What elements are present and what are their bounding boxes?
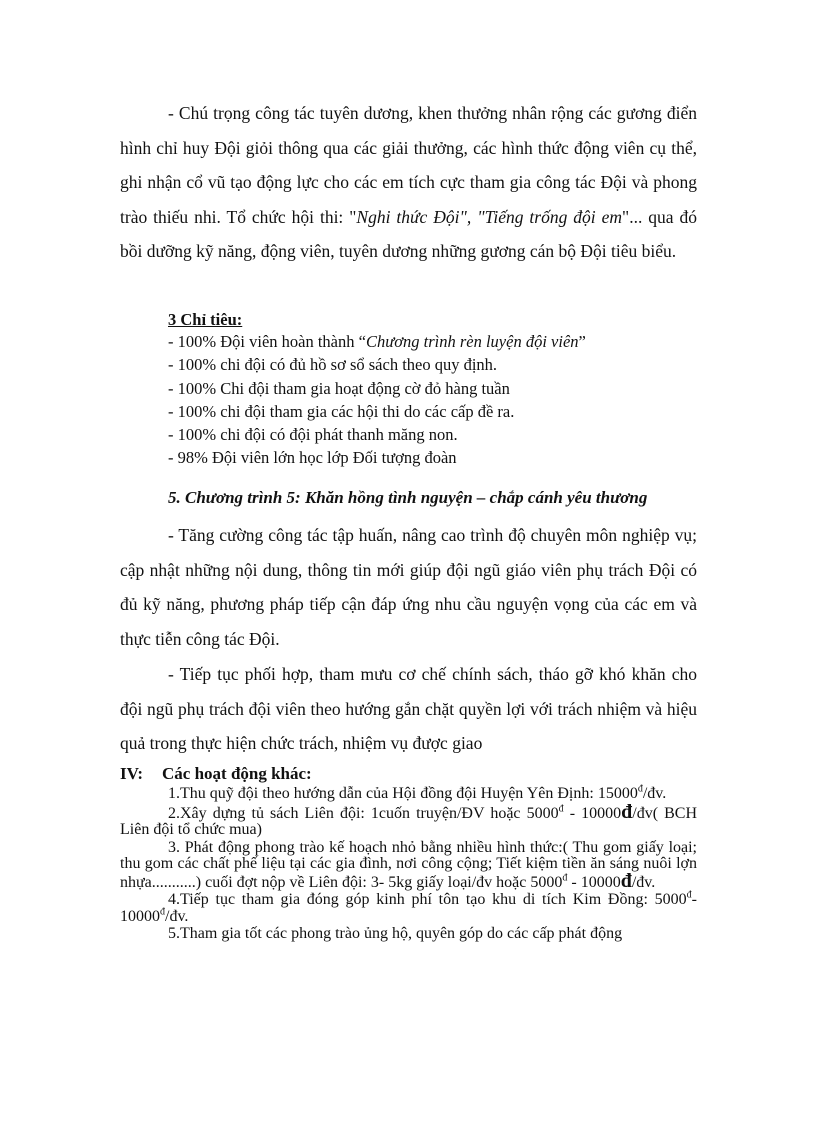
- dong-superscript: đ: [558, 803, 564, 815]
- section-numeral: IV:: [120, 764, 143, 783]
- activity-text: /đv.: [165, 907, 189, 925]
- activity-item: 5.Tham gia tốt các phong trào ủng hộ, quyên góp do các cấp phát động: [168, 925, 623, 942]
- activity-item: [120, 783, 697, 803]
- activity-text: 3. Phát động phong trào kế hoạch nhỏ bằng nhiều hình thức:( Thu gom giấy loại; thu gom các chất phế liệu tại các gia đình, nơi công cộng; Tiết kiệm tiền ăn sáng nuôi lợn nhựa...........) cuối đợt nộp về Liên đội: 3- 5kg giấy loại/đv hoặc 5000: [120, 838, 697, 891]
- section-title: Các hoạt động khác:: [162, 764, 312, 783]
- dong-superscript: đ: [686, 889, 692, 901]
- activity-text: /đv.: [642, 785, 667, 802]
- dong-superscript: đ: [637, 783, 643, 795]
- activity-text: - 10000: [563, 804, 622, 822]
- activity-item: [120, 889, 697, 925]
- target-item: [168, 330, 698, 353]
- paragraph-coordination: [120, 657, 697, 761]
- paragraph-training: [120, 518, 697, 656]
- dong-superscript: đ: [562, 872, 568, 884]
- section-4-heading: [120, 764, 697, 784]
- paragraph-text-tail: "... qua đó bồi dưỡng kỹ năng, động viên, tuyên dương những gương cán bộ Đội tiêu biểu.: [120, 206, 698, 261]
- targets-list: [168, 330, 698, 470]
- activity-text: - 10000: [567, 873, 621, 891]
- paragraph-text: - Tăng cường công tác tập huấn, nâng cao trình độ chuyên môn nghiệp vụ; cập nhật những nội dung, thông tin mới giúp đội ngũ giáo viên phụ trách Đội có đủ kỹ năng, phương pháp tiếp cận đáp ứng nhu cầu nguyện vọng của các em và thực tiễn công tác Đội.: [120, 525, 697, 649]
- paragraph-text: - Tiếp tục phối hợp, tham mưu cơ chế chính sách, tháo gỡ khó khăn cho đội ngũ phụ trách đội viên theo hướng gắn chặt quyền lợi với trách nhiệm và hiệu quả trong thực hiện chức trách, nhiệm vụ được giao: [120, 664, 697, 753]
- activity-item: [120, 800, 698, 839]
- dong-symbol: đ: [620, 869, 632, 892]
- other-activities-list: [120, 783, 698, 944]
- paragraph-text: - Chú trọng công tác tuyên dương, khen thưởng nhân rộng các gương điển hình chỉ huy Đội giỏi thông qua các giải thưởng, các hình thức động viên cụ thể, ghi nhận cổ vũ tạo động lực cho các em tích cực tham gia công tác Đội và phong trào thiếu nhi. Tổ chức hội thi: ": [120, 103, 697, 227]
- target-item: - 100% chi đội tham gia các hội thi do các cấp đề ra.: [168, 401, 515, 421]
- paragraph-commendation: [120, 96, 697, 269]
- dong-symbol: đ: [621, 800, 633, 823]
- activity-text: /đv.: [631, 873, 656, 891]
- activity-text: /đv( BCH Liên đội tổ chức mua): [120, 804, 698, 838]
- target-item: - 98% Đội viên lớn học lớp Đối tượng đoàn: [168, 448, 457, 468]
- activity-text: 2.Xây dựng tủ sách Liên đội: 1cuốn truyện/ĐV hoặc 5000: [168, 804, 559, 822]
- activity-item: [120, 840, 697, 892]
- activity-text: - 10000: [120, 891, 697, 925]
- target-item: - 100% Chi đội tham gia hoạt động cờ đỏ hàng tuần: [168, 378, 510, 398]
- section-3-heading: 3 Chỉ tiêu:: [168, 310, 243, 329]
- target-item: - 100% chi đội có đủ hồ sơ sổ sách theo quy định.: [168, 355, 498, 375]
- target-item-suffix: ”: [578, 332, 586, 351]
- program-name: Chương trình rèn luyện đội viên: [365, 332, 579, 351]
- activity-text: 4.Tiếp tục tham gia đóng góp kinh phí tôn tạo khu di tích Kim Đồng: 5000: [168, 891, 687, 908]
- target-item: - 100% chi đội có đội phát thanh măng non.: [168, 425, 458, 445]
- dong-superscript: đ: [160, 906, 165, 918]
- program-5-heading: 5. Chương trình 5: Khăn hồng tình nguyện – chắp cánh yêu thương: [168, 488, 648, 507]
- contest-names: Nghi thức Đội", "Tiếng trống đội em: [356, 206, 623, 227]
- activity-text: 1.Thu quỹ đội theo hướng dẫn của Hội đồng đội Huyện Yên Định: 15000: [168, 785, 638, 802]
- target-item-prefix: - 100% Đội viên hoàn thành “: [168, 332, 366, 351]
